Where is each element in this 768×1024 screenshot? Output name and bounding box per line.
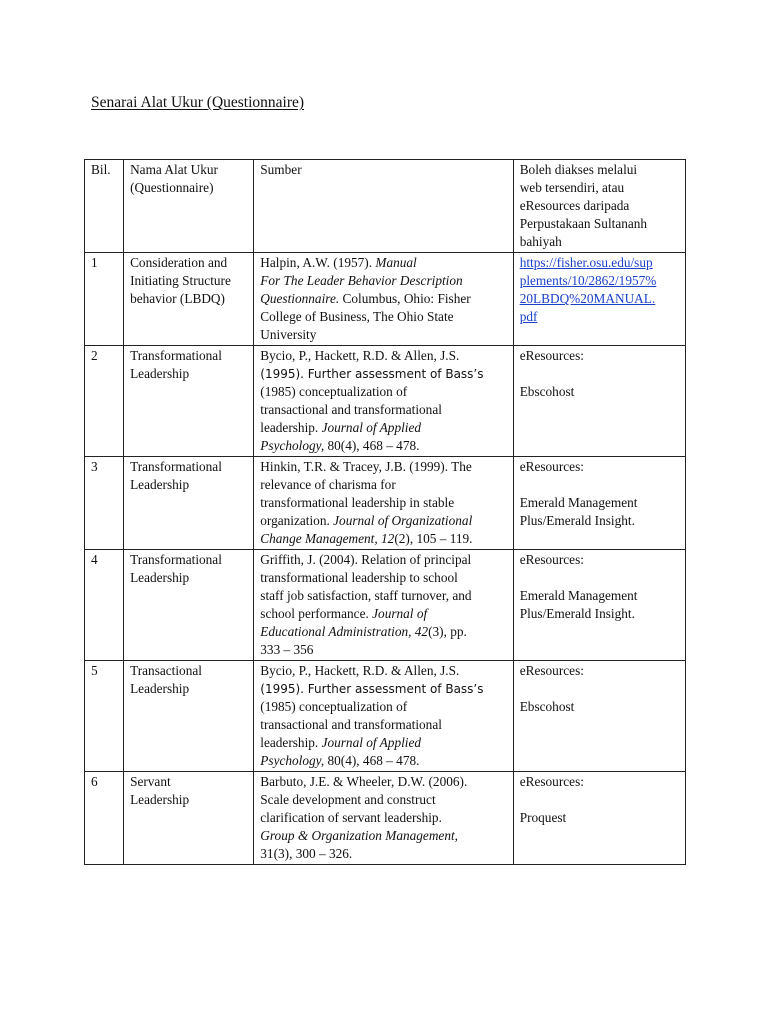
citation-line [260,512,506,530]
citation-italic: Journal of Organizational [333,513,473,528]
access-info [513,550,685,661]
citation-text: (1985) conceptualization of [260,699,408,714]
text-line: Proquest [519,810,567,825]
lbdq-manual-link[interactable]: plements/10/2862/1957% [519,273,657,288]
citation-text: Columbus, Ohio: Fisher [339,291,471,306]
citation-text: (3), pp. [428,624,467,639]
text-line: Perpustakaan Sultananh [519,216,648,231]
text-line [520,476,679,494]
citation-text: University [260,327,317,342]
table-header-row [85,160,686,253]
citation-line [260,587,506,605]
header-source: Sumber [254,160,513,253]
citation-line [260,827,506,845]
citation-italic: Change Management, 12 [260,531,395,546]
text-line: eResources: [519,459,584,474]
citation-text: organization. [260,513,334,528]
citation-text: Griffith, J. (2004). Relation of principal [260,552,472,567]
citation-line [260,347,506,365]
citation-italic: Manual [375,255,417,270]
citation-line [260,290,506,308]
text-line: web tersendiri, atau [519,180,625,195]
text-line: Leadership [130,477,190,492]
citation-text: (1995). Further assessment of Bass’s [260,367,484,381]
citation-italic: Psychology, [260,438,325,453]
citation-line [260,383,506,401]
source-citation [254,346,513,457]
text-line: behavior (LBDQ) [130,291,225,306]
source-citation [254,457,513,550]
text-line: Plus/Emerald Insight. [519,513,635,528]
citation-text: College of Business, The Ohio State [260,309,454,324]
citation-line [260,308,506,326]
text-line [520,365,679,383]
text-line: Nama Alat Ukur [130,162,218,177]
citation-text: transformational leadership to school [260,570,458,585]
row-number: 6 [85,772,124,865]
lbdq-manual-link[interactable]: 20LBDQ%20MANUAL. [519,291,656,306]
source-citation [254,550,513,661]
text-line: bahiyah [519,234,562,249]
document-title: Senarai Alat Ukur (Questionnaire) [91,94,305,111]
header-access [513,160,685,253]
instrument-name [124,550,254,661]
access-info [513,253,685,346]
citation-text: Hinkin, T.R. & Tracey, J.B. (1999). The [260,459,472,474]
text-line: Leadership [130,366,190,381]
citation-italic: Journal of Applied [321,735,422,750]
citation-italic: Questionnaire. [260,291,340,306]
table-row [85,661,686,772]
text-line: Transformational [130,459,222,474]
citation-text: Scale development and construct [260,792,436,807]
table-row [85,253,686,346]
table-row [85,772,686,865]
citation-text: Bycio, P., Hackett, R.D. & Allen, J.S. [260,663,460,678]
citation-text: (1985) conceptualization of [260,384,408,399]
text-line: eResources daripada [519,198,630,213]
citation-line [260,809,506,827]
citation-line [260,680,506,698]
row-number: 2 [85,346,124,457]
citation-italic: Group & Organization Management [260,828,455,843]
citation-text: transactional and transformational [260,717,442,732]
header-name [124,160,254,253]
citation-line [260,605,506,623]
citation-line [260,641,506,659]
citation-text: staff job satisfaction, staff turnover, and [260,588,472,603]
text-line: Leadership [130,792,190,807]
citation-line [260,791,506,809]
citation-line [260,662,506,680]
citation-text: 80(4), 468 – 478. [324,753,420,768]
table-row [85,457,686,550]
source-citation [254,661,513,772]
header-no: Bil. [85,160,124,253]
text-line: Ebscohost [519,699,575,714]
text-line: eResources: [519,348,584,363]
row-number: 1 [85,253,124,346]
row-number: 5 [85,661,124,772]
citation-text: relevance of charisma for [260,477,396,492]
citation-italic: Journal of Applied [321,420,422,435]
citation-line [260,365,506,383]
citation-italic: Psychology, [260,753,325,768]
text-line [520,569,679,587]
text-line: Emerald Management [519,495,638,510]
text-line: Boleh diakses melalui [519,162,638,177]
citation-text: school performance. [260,606,373,621]
text-line [520,791,679,809]
instrument-name [124,346,254,457]
citation-line [260,569,506,587]
text-line: Plus/Emerald Insight. [519,606,635,621]
citation-italic: For The Leader Behavior Description [260,273,463,288]
citation-line [260,773,506,791]
citation-line [260,458,506,476]
row-number: 4 [85,550,124,661]
text-line: eResources: [519,774,584,789]
instrument-name [124,457,254,550]
citation-line [260,716,506,734]
citation-line [260,401,506,419]
citation-text: 31(3), 300 – 326. [260,846,353,861]
citation-line [260,254,506,272]
citation-line [260,845,506,863]
instrument-name [124,661,254,772]
text-line: Ebscohost [519,384,575,399]
citation-text: Bycio, P., Hackett, R.D. & Allen, J.S. [260,348,460,363]
table-row [85,550,686,661]
row-number: 3 [85,457,124,550]
citation-text: Halpin, A.W. (1957). [260,255,376,270]
citation-line [260,326,506,344]
instrument-name [124,772,254,865]
text-line: Transformational [130,348,222,363]
access-info [513,346,685,457]
text-line: eResources: [519,552,584,567]
source-citation [254,772,513,865]
citation-text: (1995). Further assessment of Bass’s [260,682,484,696]
access-info [513,661,685,772]
lbdq-manual-link[interactable]: pdf [519,309,538,324]
citation-text: transformational leadership in stable [260,495,455,510]
source-citation [254,253,513,346]
citation-line [260,734,506,752]
citation-line [260,530,506,548]
citation-line [260,551,506,569]
text-line: Transformational [130,552,222,567]
citation-italic: Educational Administration, 42 [260,624,429,639]
citation-line [260,272,506,290]
text-line: Consideration and [130,255,228,270]
text-line: Transactional [130,663,202,678]
access-info [513,457,685,550]
instrument-name [124,253,254,346]
lbdq-manual-link[interactable]: https://fisher.osu.edu/sup [519,255,653,270]
citation-line [260,494,506,512]
citation-line [260,437,506,455]
text-line: Emerald Management [519,588,638,603]
citation-italic: Journal of [372,606,428,621]
table-row [85,346,686,457]
citation-text: clarification of servant leadership. [260,810,442,825]
text-line: eResources: [519,663,584,678]
questionnaire-table [84,159,686,865]
citation-text: leadership. [260,735,322,750]
citation-line [260,623,506,641]
text-line: Leadership [130,570,190,585]
citation-text: Barbuto, J.E. & Wheeler, D.W. (2006). [260,774,468,789]
text-line: (Questionnaire) [130,180,214,195]
citation-text: leadership. [260,420,322,435]
citation-text: (2), 105 – 119. [394,531,473,546]
citation-line [260,476,506,494]
citation-line [260,419,506,437]
text-line: Servant [130,774,171,789]
citation-line [260,698,506,716]
text-line: Leadership [130,681,190,696]
text-line [520,680,679,698]
citation-text: transactional and transformational [260,402,442,417]
citation-line [260,752,506,770]
citation-text: 80(4), 468 – 478. [324,438,420,453]
text-line: Initiating Structure [130,273,231,288]
citation-text: , [454,828,458,843]
access-info [513,772,685,865]
citation-text: 333 – 356 [260,642,314,657]
